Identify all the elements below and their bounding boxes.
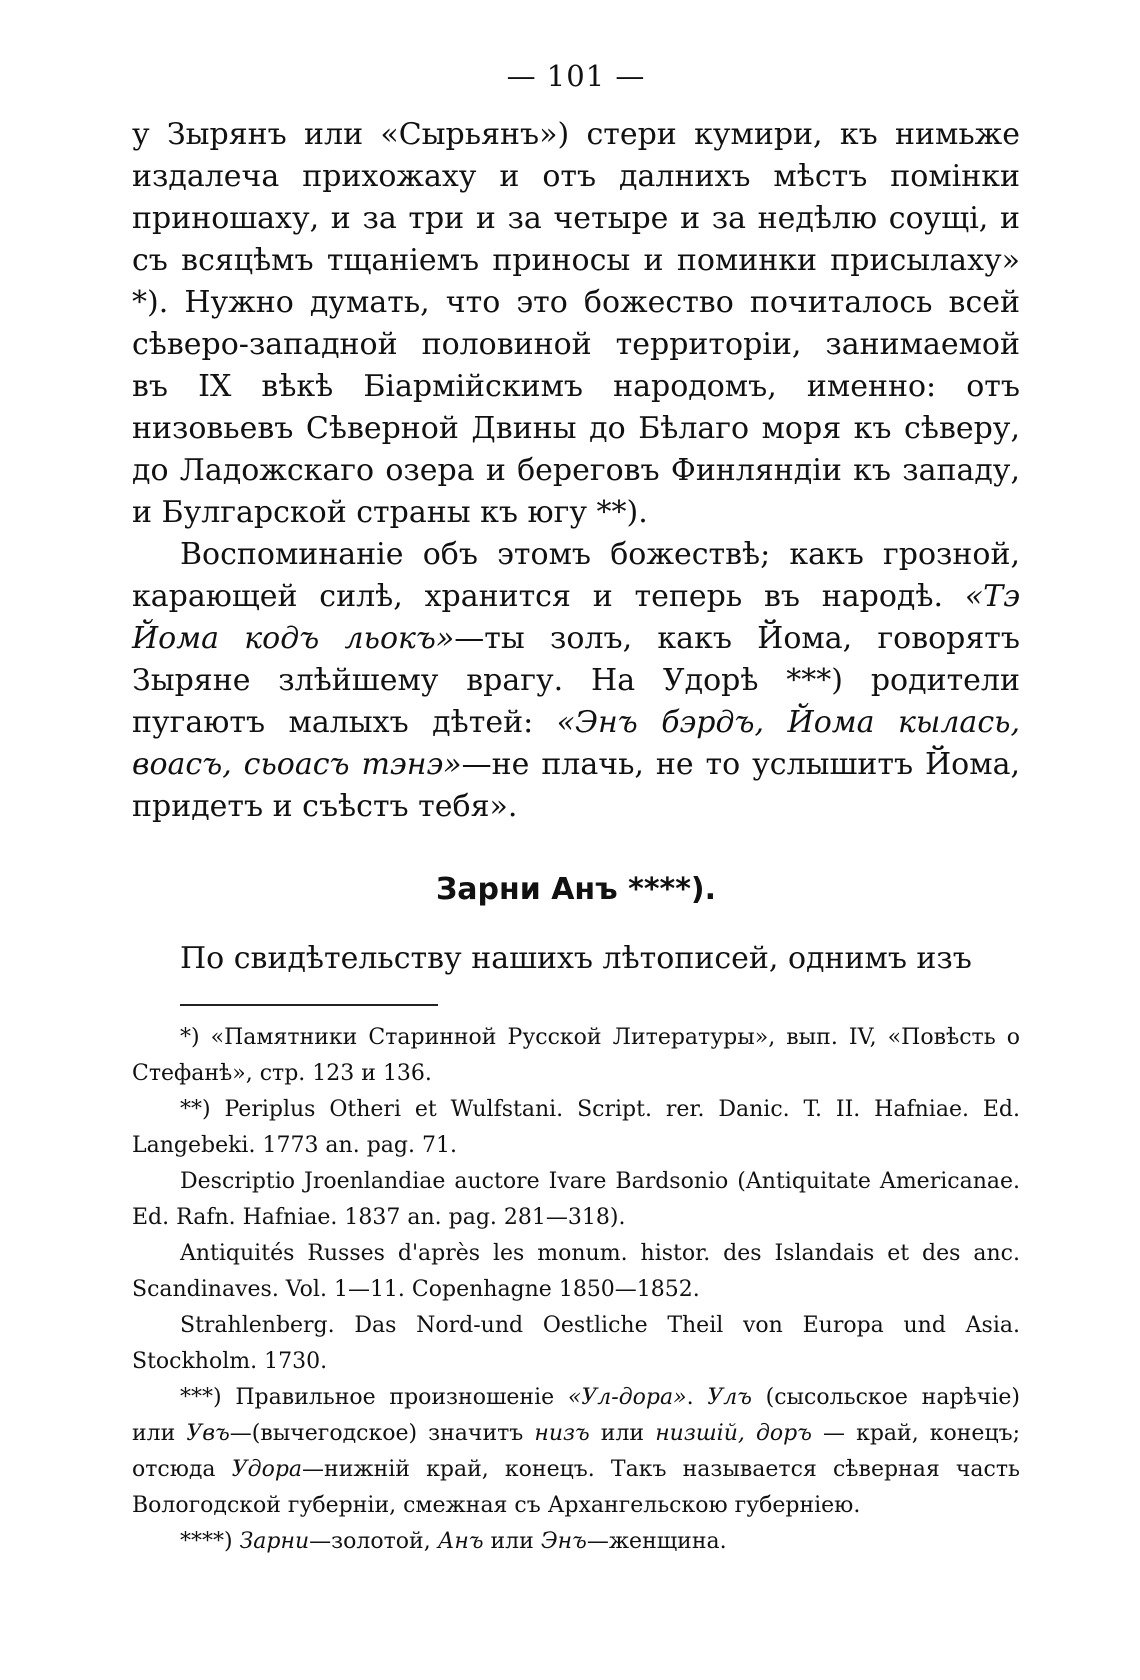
footnote-6-term-3: Увъ [186, 1421, 230, 1446]
footnotes [132, 1020, 1020, 1560]
paragraph-2-text-1: Воспоминаніе объ этомъ божествѣ; какъ грозной, карающей силѣ, хранится и теперь въ народѣ. [132, 537, 1020, 614]
section-title: Зарни Анъ ****). [435, 872, 717, 907]
footnote-5: Strahlenberg. Das Nord-und Oestliche Theil von Europa und Asia. Stockholm. 1730. [132, 1313, 1020, 1374]
footnote-7-text-3: или [483, 1529, 541, 1554]
section-text [132, 938, 1020, 980]
paragraph-2-text-3: —не плачь, не то услышитъ Йома, придетъ и съѣстъ тебя». [132, 747, 1020, 824]
footnote-7 [132, 1524, 1020, 1560]
main-text [132, 114, 1020, 828]
footnote-6-term-1: «Ул-дора» [567, 1385, 687, 1410]
footnote-6-text-5: или [589, 1421, 656, 1446]
footnote-4: Antiquités Russes d'après les monum. histor. des Islandais et des anc. Scandinaves. Vol. 1—11. Copenhagne 1850—1852. [132, 1241, 1020, 1302]
footnote-6-text-1: ***) Правильное произношеніе [180, 1385, 568, 1410]
footnote-3: Descriptio Jroenlandiae auctore Ivare Bardsonio (Antiquitate Americanae. Ed. Rafn. Hafniae. 1837 an. pag. 281—318). [132, 1169, 1020, 1230]
page [132, 56, 1020, 1560]
footnote-6-text-4: —(вычегодское) значитъ [229, 1421, 535, 1446]
paragraph-3: По свидѣтельству нашихъ лѣтописей, однимъ изъ [180, 941, 972, 976]
footnote-6-term-4: низъ [534, 1421, 590, 1446]
footnote-6-text-3: (сысольское нарѣчіе) или [132, 1385, 1020, 1446]
footnote-6 [132, 1380, 1020, 1524]
paragraph-1: у Зырянъ или «Сырьянъ») стери кумири, къ нимьже издалеча прихожаху и отъ далнихъ мѣстъ помінки приношаху, и за три и за четыре и за недѣлю соущі, и съ всяцѣмъ тщаніемъ приносы и поминки присылаху» *). Нужно думать, что это божество почиталось всей сѣверо-западной половиной территоріи, занимаемой въ IX вѣкѣ Біармійскимъ народомъ, именно: отъ низовьевъ Сѣверной Двины до Бѣлаго моря къ сѣверу, до Ладожскаго озера и береговъ Финляндіи къ западу, и Булгарской страны къ югу **). [132, 117, 1020, 530]
footnote-6-text-2: . [686, 1385, 708, 1410]
footnote-6-term-2: Улъ [707, 1385, 752, 1410]
footnote-2: **) Periplus Otheri et Wulfstani. Script. rer. Danic. T. II. Hafniae. Ed. Langebeki. 1773 an. pag. 71. [132, 1097, 1020, 1158]
footnote-7-term-1: Зарни [239, 1529, 310, 1554]
footnote-divider [180, 1004, 438, 1006]
footnote-6-term-6: Удора [231, 1457, 303, 1482]
paragraph-2-quote-1: «Тэ Йома кодъ льокъ» [132, 579, 1020, 656]
footnote-7-text-4: —женщина. [586, 1529, 727, 1554]
footnote-1: *) «Памятники Старинной Русской Литературы», вып. IV, «Повѣсть о Стефанѣ», стр. 123 и 136. [132, 1025, 1020, 1086]
footnote-7-text-1: ****) [180, 1529, 240, 1554]
footnote-6-text-7: —нижній край, конецъ. Такъ называется сѣверная часть Вологодской губерніи, смежная съ Архангельскою губерніею. [132, 1457, 1021, 1518]
paragraph-2-quote-2: «Энъ бэрдъ, Йома кылась, воасъ, сьоасъ тэнэ» [132, 705, 1020, 782]
footnote-7-term-2: Анъ [437, 1529, 484, 1554]
footnote-7-term-3: Энъ [540, 1529, 587, 1554]
footnote-6-term-5: низшій, доръ [655, 1421, 812, 1446]
footnote-7-text-2: —золотой, [309, 1529, 438, 1554]
paragraph-2 [132, 534, 1020, 828]
footnote-6-text-6: — край, конецъ; отсюда [132, 1421, 1021, 1482]
page-number: — 101 — [506, 59, 646, 93]
paragraph-2-text-2: —ты золъ, какъ Йома, говорятъ Зыряне злѣйшему врагу. На Удорѣ ***) родители пугаютъ малыхъ дѣтей: [132, 621, 1020, 740]
